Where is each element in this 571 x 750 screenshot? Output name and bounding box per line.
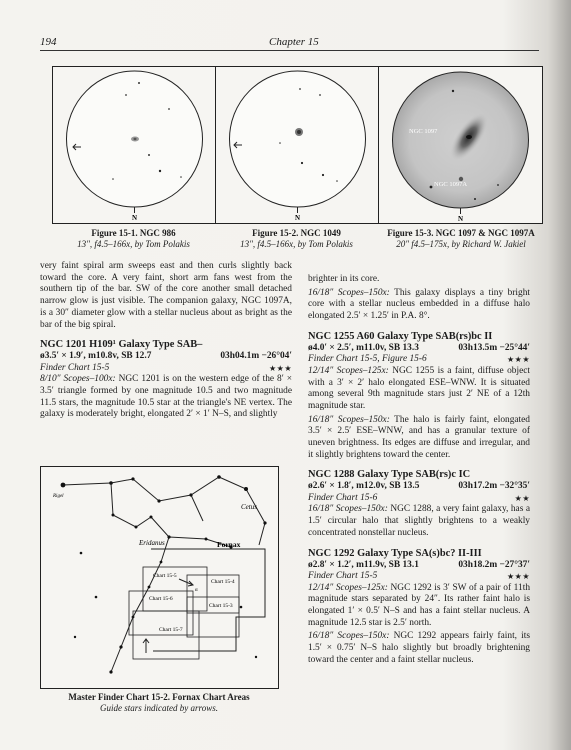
object-size-mag: ø2.6′ × 1.8′, m12.0v, SB 13.5 (308, 481, 420, 492)
figure-ngc-1097 (378, 66, 543, 224)
figure-credit: 20" f4.5–175x, by Richard W. Jakiel (396, 239, 526, 249)
alpha-label: α (195, 588, 198, 593)
right-column (308, 274, 530, 668)
rigel-label: Rigel (53, 494, 64, 499)
finder-chart-ref: Finder Chart 15-6 (308, 492, 378, 503)
master-finder-chart (40, 466, 279, 689)
chart-15-6-label: Chart 15-6 (149, 596, 173, 602)
north-label: N (294, 214, 301, 222)
figure-ngc-1049 (215, 66, 380, 224)
observation-text: NGC 1292 appears fairly faint, its 1.5′ × 0.75′ N–S halo slightly but broadly brightening toward the center and a faint stellar nucleus. (308, 631, 531, 665)
object-coordinates: 03h18.2m −27°37′ (458, 559, 530, 570)
object-stats (308, 343, 530, 355)
continued-text: very faint spiral arm sweeps east and then curls slightly back toward the core. A very faint, short arm fans west from the southern tip of the bar. SW of the core another small detached narrow glow is just visible. The companion galaxy, NGC 1097A, is a 30″ diameter glow with a stellar nucleus about as bright as the bar of the big spiral. (40, 261, 292, 330)
object-coordinates: 03h04.1m −26°04′ (220, 351, 292, 362)
ngc-1097-label: NGC 1097 (409, 128, 438, 135)
left-column (40, 261, 292, 423)
figure-title: Figure 15-2. NGC 1049 (252, 228, 341, 238)
north-label: N (131, 214, 138, 222)
caption-figure-15-3 (372, 228, 550, 250)
observation-text: This galaxy displays a tiny bright core with a stellar nucleus embedded in a diffuse halo elongated 2.5′ × 1.25′ in P.A. 8°. (308, 287, 531, 322)
scope-label: 16/18″ Scopes–150x: (308, 287, 390, 298)
finder-chart-ref: Finder Chart 15-5 (308, 571, 378, 582)
scope-label: 16/18″ Scopes–150x: (308, 414, 390, 425)
fornax-label: Fornax (217, 540, 241, 549)
scope-label: 12/14″ Scopes–125x: (308, 582, 388, 593)
finder-chart-subtitle: Guide stars indicated by arrows. (100, 703, 218, 713)
rating-stars: ★★ (514, 493, 530, 503)
object-heading-ngc-1255: NGC 1255 A60 Galaxy Type SAB(rs)bc II (308, 330, 493, 342)
caption-figure-15-1 (52, 228, 215, 250)
finder-row (308, 571, 530, 583)
chart-15-7-label: Chart 15-7 (159, 627, 183, 633)
finder-row (308, 354, 530, 366)
object-coordinates: 03h17.2m −32°35′ (458, 481, 530, 492)
finder-chart-ref: Finder Chart 15-5 (40, 362, 110, 373)
header-rule (40, 50, 539, 51)
figure-ngc-986 (52, 66, 217, 224)
rating-stars: ★★★ (506, 355, 530, 365)
chart-15-3-label: Chart 15-3 (209, 603, 233, 609)
cetus-label: Cetus (241, 503, 257, 511)
rating-stars: ★★★ (506, 572, 530, 582)
finder-row (40, 363, 292, 375)
observation-text: NGC 1292 is 3′ SW of a pair of 11th magnitude stars separated by 24″. Its rather faint halo is elongated 1′ × 0.5′ N–S and has a faint stellar nucleus. A magnitude 12.5 star is 2.5′ north. (308, 582, 531, 628)
object-size-mag: ø3.5′ × 1.9′, m10.8v, SB 12.7 (40, 351, 152, 362)
object-heading-ngc-1292: NGC 1292 Galaxy Type SA(s)bc? II-III (308, 547, 482, 559)
chart-15-5-label: Chart 15-5 (153, 573, 177, 579)
figure-title: Figure 15-3. NGC 1097 & NGC 1097A (387, 228, 535, 238)
figure-credit: 13", f4.5–166x, by Tom Polakis (77, 239, 190, 249)
rating-stars: ★★★ (268, 363, 292, 373)
eridanus-label: Eridanus (139, 539, 165, 547)
caption-figure-15-2 (215, 228, 378, 250)
observation-text: The halo is fairly faint, elongated 3.5′ × 2.5′ ESE–WNW, and has a granular texture of uneven brightness. Its edges are diffuse and irregular, and it slightly brightens toward the center. (308, 414, 530, 460)
object-stats (308, 560, 530, 572)
object-heading-ngc-1201: NGC 1201 H109¹ Galaxy Type SAB– (40, 339, 203, 351)
figure-title: Figure 15-1. NGC 986 (91, 228, 176, 238)
continued-text: brighter in its core. (308, 274, 380, 284)
object-stats (40, 351, 292, 363)
observation-text: NGC 1288, a very faint galaxy, has a 1.5′ circular halo that slightly brightens to a weakly concentrated nonstellar nucleus. (308, 504, 530, 538)
scope-label: 16/18″ Scopes–150x: (308, 504, 388, 515)
scope-label: 12/14″ Scopes–125x: (308, 365, 389, 376)
finder-row (308, 493, 530, 505)
object-heading-ngc-1288: NGC 1288 Galaxy Type SAB(rs)c IC (308, 469, 471, 481)
chart-15-4-label: Chart 15-4 (211, 579, 235, 585)
object-coordinates: 03h13.5m −25°44′ (458, 342, 530, 353)
observation-text: NGC 1201 is on the western edge of the 8′ × 3.5′ triangle formed by one magnitude 10.5 and two magnitude 11.5 stars, the magnitude 10.5 star at the triangle's NE vertex. The galaxy is moderately bright, elongated 2′ × 1′ N–S, and slightly (40, 374, 293, 420)
object-size-mag: ø4.0′ × 2.5′, m11.0v, SB 13.3 (308, 342, 419, 353)
figure-credit: 13", f4.5–166x, by Tom Polakis (240, 239, 353, 249)
scope-label: 8/10″ Scopes–100x: (40, 374, 116, 385)
observation-text: NGC 1255 is a faint, diffuse object with a 3′ × 2′ halo elongated ESE–WNW. It is situated among several 9th magnitude stars just 2′ NE of a 12th magnitude star. (308, 365, 530, 411)
finder-chart-caption (40, 692, 278, 714)
finder-chart-title: Master Finder Chart 15-2. Fornax Chart Areas (68, 692, 250, 702)
scope-label: 16/18″ Scopes–150x: (308, 631, 390, 642)
finder-chart-ref: Finder Chart 15-5, Figure 15-6 (308, 354, 427, 365)
ngc-1097a-label: NGC 1097A (434, 181, 468, 188)
object-size-mag: ø2.8′ × 1.2′, m11.9v, SB 13.1 (308, 559, 419, 570)
page-number: 194 (40, 36, 57, 48)
object-stats (308, 481, 530, 493)
chapter-title: Chapter 15 (269, 36, 319, 48)
north-label: N (457, 215, 464, 223)
